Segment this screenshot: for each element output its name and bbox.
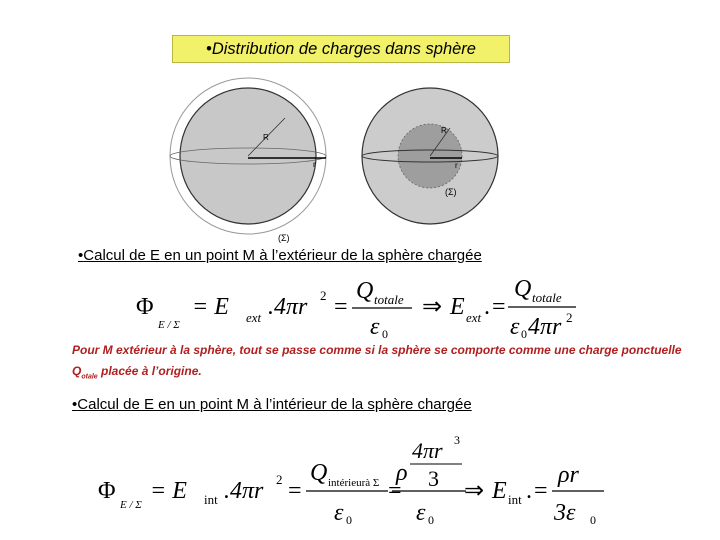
eq-rhs-num-sub: totale	[532, 290, 562, 305]
right-r-label: r	[455, 161, 458, 170]
exterior-note	[72, 340, 692, 387]
eq-rhs-den-sup: 2	[566, 310, 573, 325]
eq2-equals2: =	[388, 478, 402, 504]
eq-rhs-equals: =	[492, 294, 506, 320]
slide-title	[172, 35, 510, 63]
interior-heading-text: Calcul de E en un point M à l’intérieur de la sphère chargée	[77, 396, 472, 413]
eq-implies: ⇒	[422, 294, 443, 320]
left-R-label: R	[263, 133, 269, 142]
interior-heading	[72, 396, 472, 413]
right-sigma-label: (Σ)	[445, 187, 457, 197]
interior-equation	[94, 428, 614, 536]
note-q: Q	[72, 364, 82, 378]
right-R-label: R	[441, 126, 447, 135]
eq-num-sub: totale	[374, 292, 404, 307]
bullet-glyph: •	[72, 396, 78, 413]
eq-rhs: E	[450, 294, 465, 320]
eq-rhs-dot: .	[484, 294, 490, 320]
eq2-rhs-sub: int	[508, 492, 522, 507]
eq-rhs-sub: ext	[466, 310, 482, 325]
eq2-num-sub: intérieurà Σ	[328, 477, 380, 489]
eq2-rhs-num: ρr	[558, 462, 579, 488]
eq2-phi-sub: E / Σ	[120, 499, 142, 511]
exterior-heading	[78, 247, 482, 264]
eq2-rhs-den-sub: 0	[590, 513, 596, 527]
eq2-equals: =	[288, 478, 302, 504]
eq-mid: .4πr	[268, 294, 308, 320]
eq2-lhs-sub: int	[204, 492, 218, 507]
eq2-rho: ρ	[396, 460, 408, 486]
eq-rhs-den: ε	[510, 314, 520, 340]
title-text: Distribution de charges dans sphère	[211, 40, 476, 58]
eq-lhs-sub: ext	[246, 310, 262, 325]
note-rest: placée à l’origine.	[97, 364, 202, 378]
eq-lhs: = E	[192, 294, 229, 320]
bullet-glyph: •	[78, 247, 84, 264]
eq2-rhs-equals: =	[534, 478, 548, 504]
note-line-1: Pour M extérieur à la sphère, tout se passe comme si la sphère se comporte comme une charge ponctuelle	[72, 343, 682, 357]
eq2-rhs-den: 3ε	[554, 500, 576, 526]
eq2-sup: 2	[276, 472, 283, 487]
eq2-den2-sub: 0	[428, 513, 434, 527]
note-line-2	[72, 361, 692, 387]
eq-rhs-den-rest: 4πr	[528, 314, 562, 340]
eq2-implies: ⇒	[464, 478, 485, 504]
eq2-rhs-dot: .	[526, 478, 532, 504]
eq2-den: ε	[334, 500, 344, 526]
spheres-figure	[160, 68, 500, 248]
eq2-rhs: E	[492, 478, 507, 504]
eq-sup: 2	[320, 288, 327, 303]
eq2-den-sub: 0	[346, 513, 352, 527]
eq2-inner-sup: 3	[454, 433, 460, 447]
note-q-sub: otale	[81, 373, 98, 381]
right-sphere-diagram	[362, 88, 498, 224]
eq-den-sub: 0	[382, 327, 388, 340]
eq2-lhs: = E	[150, 478, 187, 504]
eq-rhs-den-sub: 0	[521, 327, 527, 340]
exterior-equation	[130, 270, 600, 340]
bullet-glyph: •	[206, 40, 212, 58]
eq2-inner-den: 3	[428, 466, 439, 491]
left-sphere-diagram	[170, 78, 326, 243]
eq2-den2: ε	[416, 500, 426, 526]
left-sigma-label: (Σ)	[278, 233, 290, 243]
eq2-num: Q	[310, 460, 328, 486]
eq-equals: =	[334, 294, 348, 320]
eq-den: ε	[370, 314, 380, 340]
eq-phi: Φ	[136, 294, 154, 320]
eq-rhs-num: Q	[514, 276, 532, 302]
eq-phi-sub: E / Σ	[158, 319, 180, 331]
eq2-inner-num: 4πr	[412, 438, 443, 463]
exterior-heading-text: Calcul de E en un point M à l’extérieur de la sphère chargée	[83, 247, 482, 264]
eq2-phi: Φ	[98, 478, 116, 504]
left-r-label: r	[313, 160, 316, 169]
eq2-mid: .4πr	[224, 478, 264, 504]
eq-num: Q	[356, 278, 374, 304]
